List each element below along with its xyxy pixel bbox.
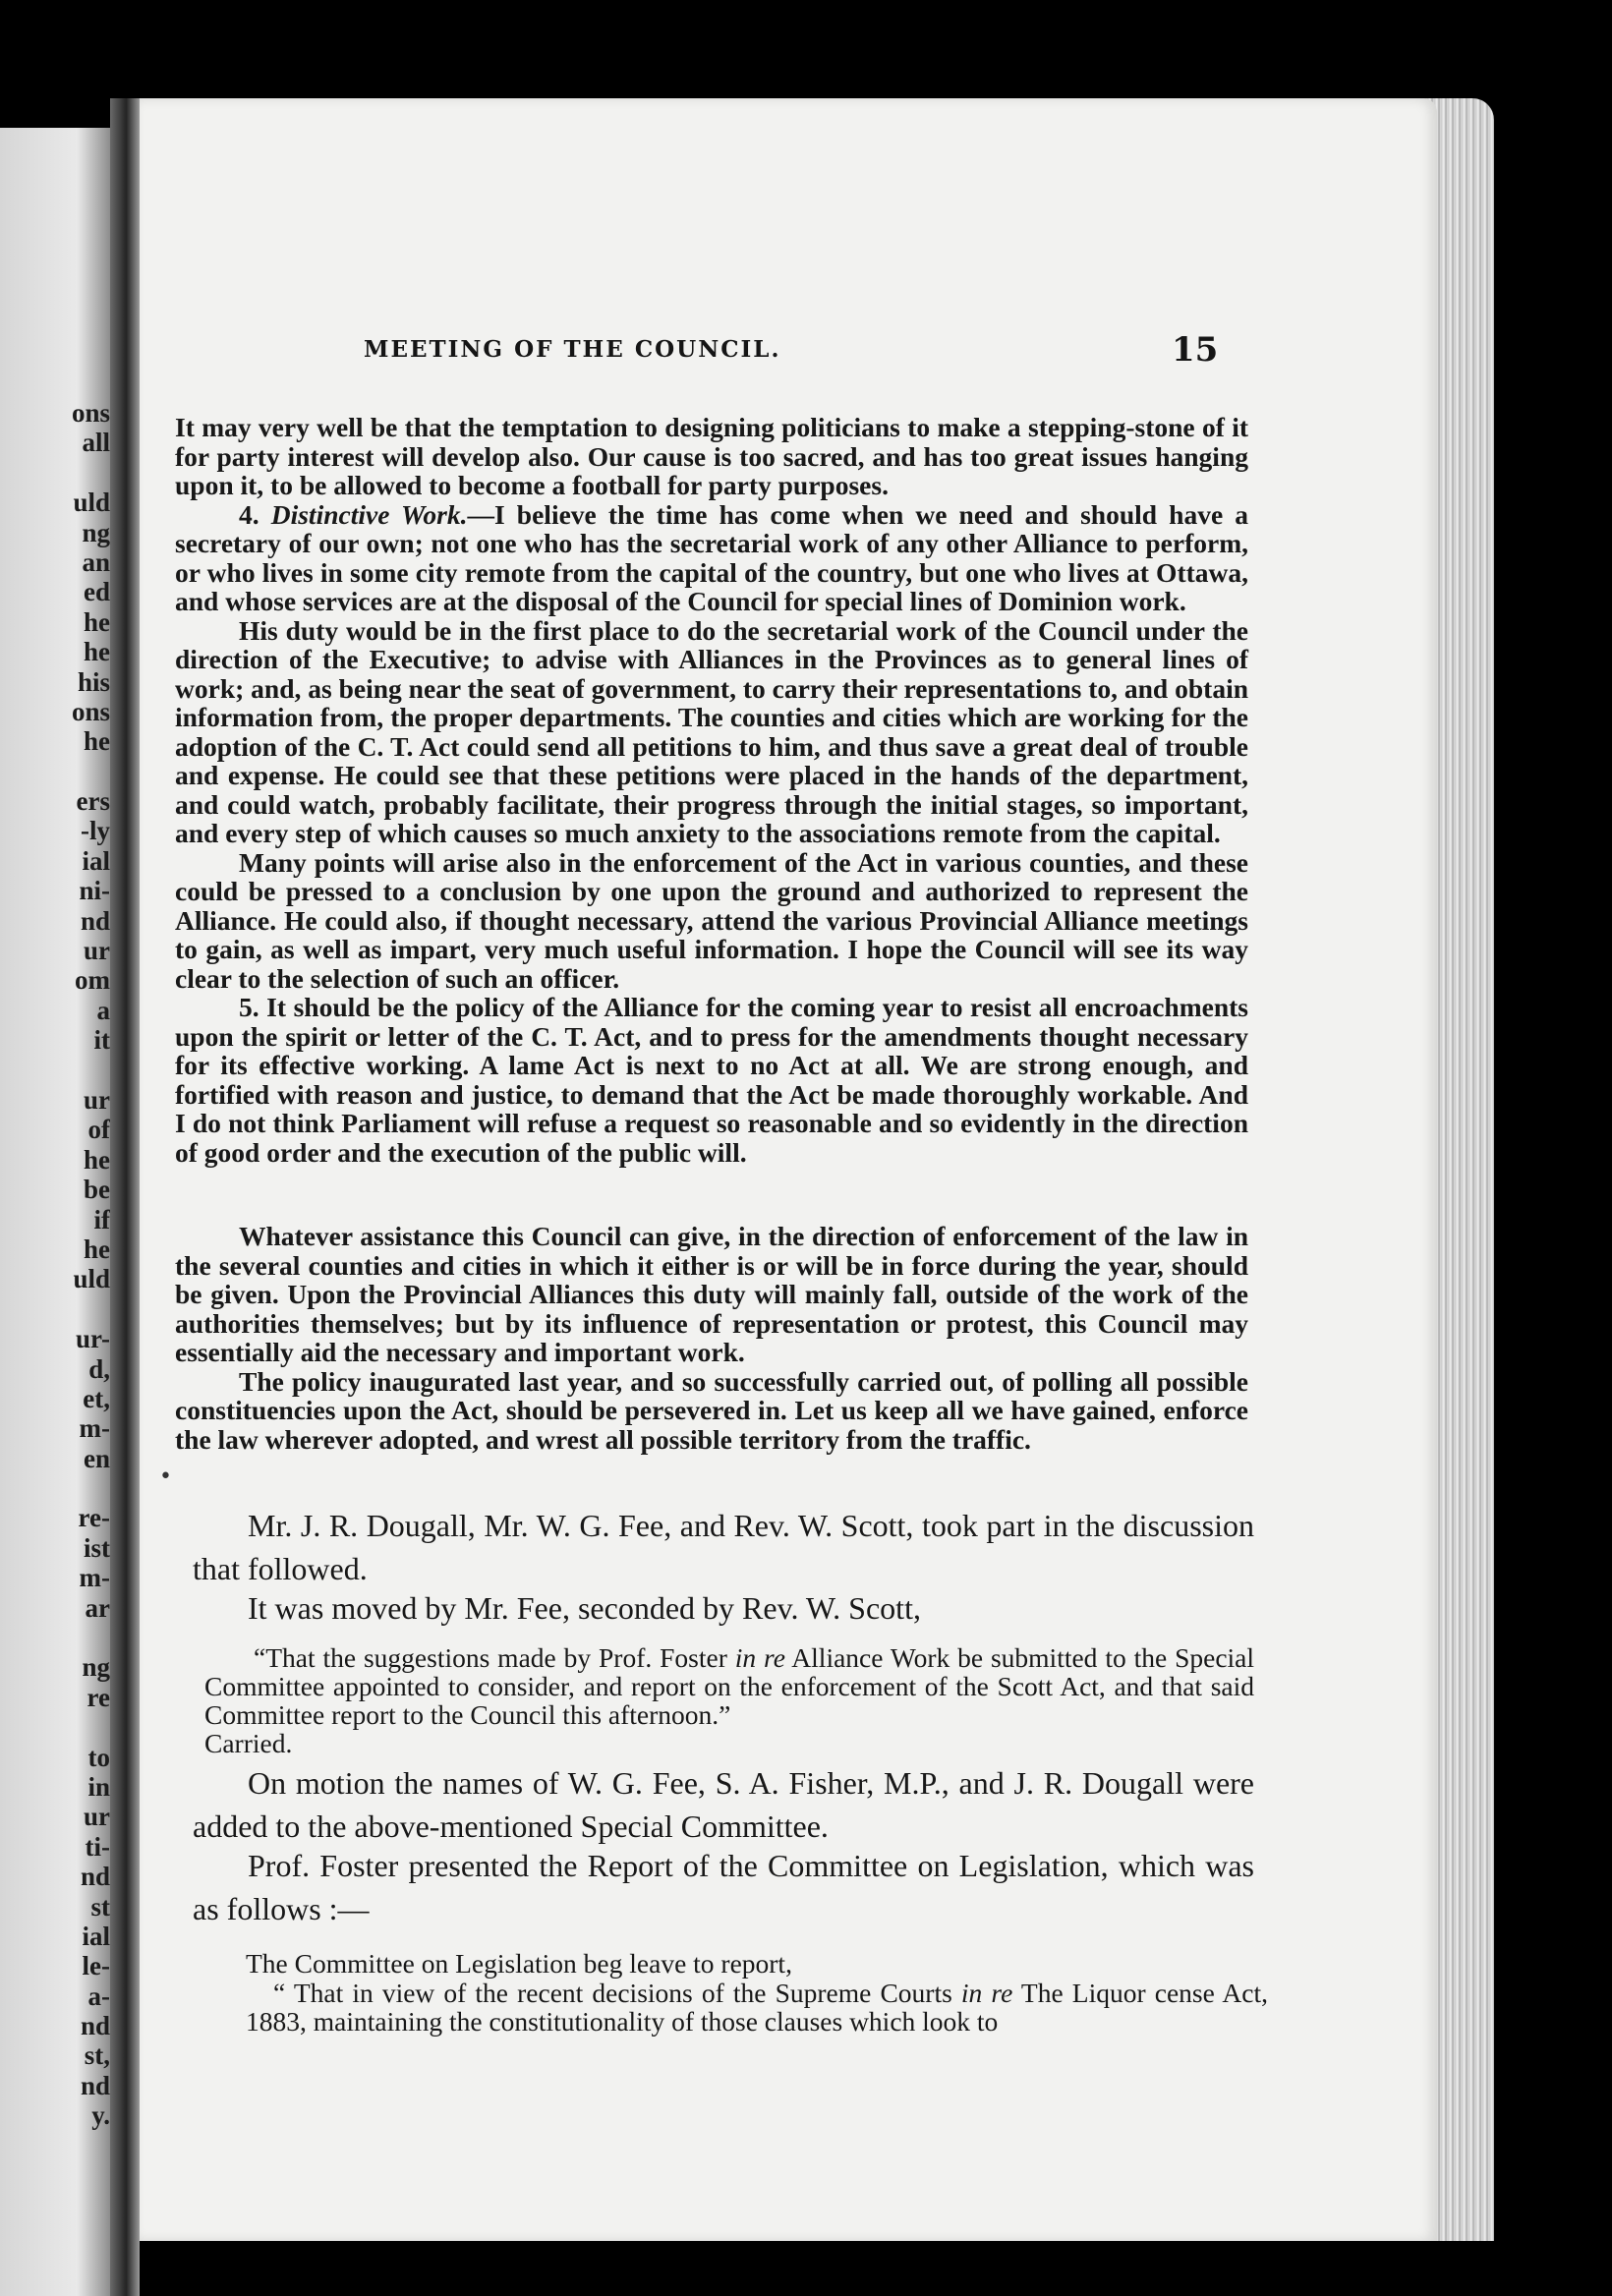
facing-page-fragment: m-	[79, 1413, 110, 1444]
minutes-moved: It was moved by Mr. Fee, seconded by Rev. W. Scott,	[248, 1590, 921, 1626]
facing-page-fragment: en	[84, 1443, 110, 1473]
address-continuation	[175, 413, 1248, 1167]
facing-page-fragment: d,	[88, 1353, 110, 1384]
facing-page-fragment: m-	[79, 1563, 110, 1593]
paragraph-stepping-stone: It may very well be that the temptation to designing politicians to make a stepping-stone of it for party interest will develop also. Our cause is too sacred, and has too great issues hanging upon it, to be allowed to become a football for party purposes.	[175, 412, 1248, 500]
running-title: MEETING OF THE COUNCIL.	[364, 336, 781, 363]
facing-page-fragment: ers	[76, 786, 110, 817]
running-header	[364, 336, 1268, 363]
paragraph-assistance: Whatever assistance this Council can give, in the direction of enforcement of the law in the several counties and cities in which it either is or will be in force during the year, should be given. Upon the Provincial Alliances this duty will mainly fall, outside of the work of the authorities themselves; but by its influence of representation or protest, this Council may essentially aid the necessary and important work.	[175, 1221, 1248, 1367]
section-text: —I believe the time has come when we need and should have a secretary of our own; not one who has the secretarial work of any other Alliance to perform, or who lives in some city remote from the capital of the country, but one who lives at Ottawa, and whose services are at the disposal of the Council for special lines of Dominion work.	[175, 498, 1249, 616]
facing-page-fragment: ist	[84, 1532, 110, 1563]
facing-page-fragment: all	[82, 428, 110, 458]
facing-page-fragment: he	[84, 1234, 110, 1264]
facing-page-fragment	[2, 1623, 110, 1652]
committee-report-quote	[246, 1949, 1268, 2037]
facing-page-fragment	[2, 1473, 110, 1503]
facing-page-fragment: he	[84, 606, 110, 637]
facing-page-fragment	[2, 458, 110, 488]
margin-mark: •	[159, 1464, 172, 1489]
facing-page-fragment: om	[75, 965, 110, 996]
facing-page-fragment	[2, 1294, 110, 1324]
minutes-discussion: Mr. J. R. Dougall, Mr. W. G. Fee, and Rev. W. Scott, took part in the discussion that followed.	[193, 1508, 1254, 1586]
facing-page-fragment: ial	[82, 845, 110, 876]
page-number: 15	[1172, 330, 1219, 370]
facing-page-fragment: ur-	[76, 1324, 110, 1354]
facing-page-fragment: to	[87, 1742, 110, 1772]
facing-page-fragment: he	[84, 1144, 110, 1175]
facing-page-fragment: le-	[82, 1951, 110, 1981]
facing-page-fragment: nd	[80, 2070, 110, 2100]
paragraph-enforcement-points: Many points will arise also in the enforcement of the Act in various counties, and these could be pressed to a conclusion by one upon the ground and authorized to represent the Alliance. He could also, if thought necessary, attend the various Provincial Alliance meetings to gain, as well as impart, very much useful information. I hope the Council will see its way clear to the selection of such an officer.	[175, 846, 1248, 994]
facing-page-fragment: ng	[82, 1652, 110, 1683]
paragraph-secretary-duty: His duty would be in the first place to do the secretarial work of the Council under the direction of the Executive; to advise with Alliances in the Provinces as to general lines of work; and, as being near the seat of government, to carry their representations to, and obtain information from, the proper departments. The counties and cities which are working for the adoption of the C. T. Act could send all petitions to him, and thus save a great deal of trouble and expense. He could see that these petitions were placed in the hands of the department, and could watch, probably facilitate, their progress through the initial stages, so important, and every step of which causes so much anxiety to the associations remote from the capital.	[175, 614, 1248, 848]
facing-page-fragment: of	[87, 1115, 110, 1145]
facing-page-fragment: an	[82, 546, 110, 577]
facing-page-fragment: ur	[84, 1084, 110, 1115]
paragraph-distinctive-work	[175, 500, 1248, 616]
facing-page-fragment: in	[87, 1771, 110, 1802]
facing-page-fragment	[2, 1712, 110, 1742]
paragraph-polling: The policy inaugurated last year, and so successfully carried out, of polling all possible constituencies upon the Act, should be persevered in. Let us keep all we have gained, enforce the law wherever adopted, and wrest all possible territory from the traffic.	[175, 1365, 1248, 1455]
facing-page-fragment: ons	[71, 398, 110, 428]
facing-page-fragment	[2, 1056, 110, 1085]
facing-page-fragment: st	[90, 1891, 110, 1922]
facing-page-fragment: ar	[85, 1592, 110, 1623]
facing-page-fragment: ial	[82, 1921, 110, 1951]
facing-page-fragment: he	[84, 637, 110, 667]
resolution-quote: “That the suggestions made by Prof. Foster in re Alliance Work be submitted to the Special Committee appointed to consider, and report on the enforcement of the Scott Act, and that said Committee report to the Council this afternoon.” Carried.	[204, 1642, 1255, 1758]
facing-page-fragment: ti-	[85, 1831, 110, 1862]
facing-page-fragment: nd	[80, 2011, 110, 2041]
minutes-motion: On motion the names of W. G. Fee, S. A. Fisher, M.P., and J. R. Dougall were added to the above-mentioned Special Committee.	[193, 1765, 1254, 1844]
facing-page-fragment: re-	[78, 1503, 110, 1533]
book-gutter	[110, 98, 140, 2296]
facing-page-fragment: -ly	[81, 816, 110, 846]
section-heading: Distinctive Work.	[270, 498, 468, 530]
facing-page-fragment: if	[93, 1204, 110, 1234]
facing-page-fragment: uld	[73, 1264, 110, 1294]
facing-page-fragment: ur	[84, 936, 110, 966]
facing-page-fragment: he	[84, 726, 110, 757]
facing-page-fragment: st,	[84, 2040, 110, 2071]
facing-page-fragment: it	[93, 1025, 110, 1056]
facing-page-fragment: ed	[84, 577, 110, 607]
facing-page-fragment: a	[96, 995, 110, 1025]
facing-page-text-fragments	[2, 398, 110, 2131]
facing-page-edge	[0, 128, 110, 2296]
facing-page-fragment: ur	[84, 1802, 110, 1832]
facing-page-fragment: nd	[80, 905, 110, 936]
facing-page-fragment: re	[86, 1682, 110, 1712]
facing-page-fragment: ni-	[79, 876, 110, 906]
facing-page-fragment: a-	[87, 1980, 110, 2011]
facing-page-fragment: nd	[80, 1862, 110, 1892]
facing-page-fragment: y.	[91, 2100, 110, 2131]
facing-page-fragment: be	[84, 1175, 110, 1205]
facing-page-fragment: ons	[71, 696, 110, 726]
paragraph-policy: 5. It should be the policy of the Alliance for the coming year to resist all encroachments upon the spirit or letter of the C. T. Act, and to press for the amendments thought necessary for its effective working. A lame Act is next to no Act at all. We are strong enough, and fortified with reason and justice, to demand that the Act be made thoroughly workable. And I do not think Parliament will refuse a request so reasonable and so evidently in the direction of good order and the execution of the public will.	[175, 992, 1248, 1168]
facing-page-fragment: et,	[83, 1383, 110, 1413]
minutes-report: Prof. Foster presented the Report of the Committee on Legislation, which was as follows :—	[193, 1848, 1254, 1926]
facing-page-fragment: uld	[73, 488, 110, 518]
committee-intro: The Committee on Legislation beg leave to report,	[246, 1948, 792, 1979]
facing-page-fragment: ng	[82, 517, 110, 547]
facing-page-fragment	[2, 757, 110, 786]
carried-note: Carried.	[204, 1728, 293, 1758]
section-number: 4.	[239, 498, 259, 530]
facing-page-fragment: his	[77, 666, 110, 697]
committee-text: “ That in view of the recent decisions of the Supreme Courts in re The Liquor cense Act, 1883, maintaining the constitutionality of those clauses which look to	[246, 1977, 1268, 2037]
address-conclusion	[175, 1222, 1248, 1454]
